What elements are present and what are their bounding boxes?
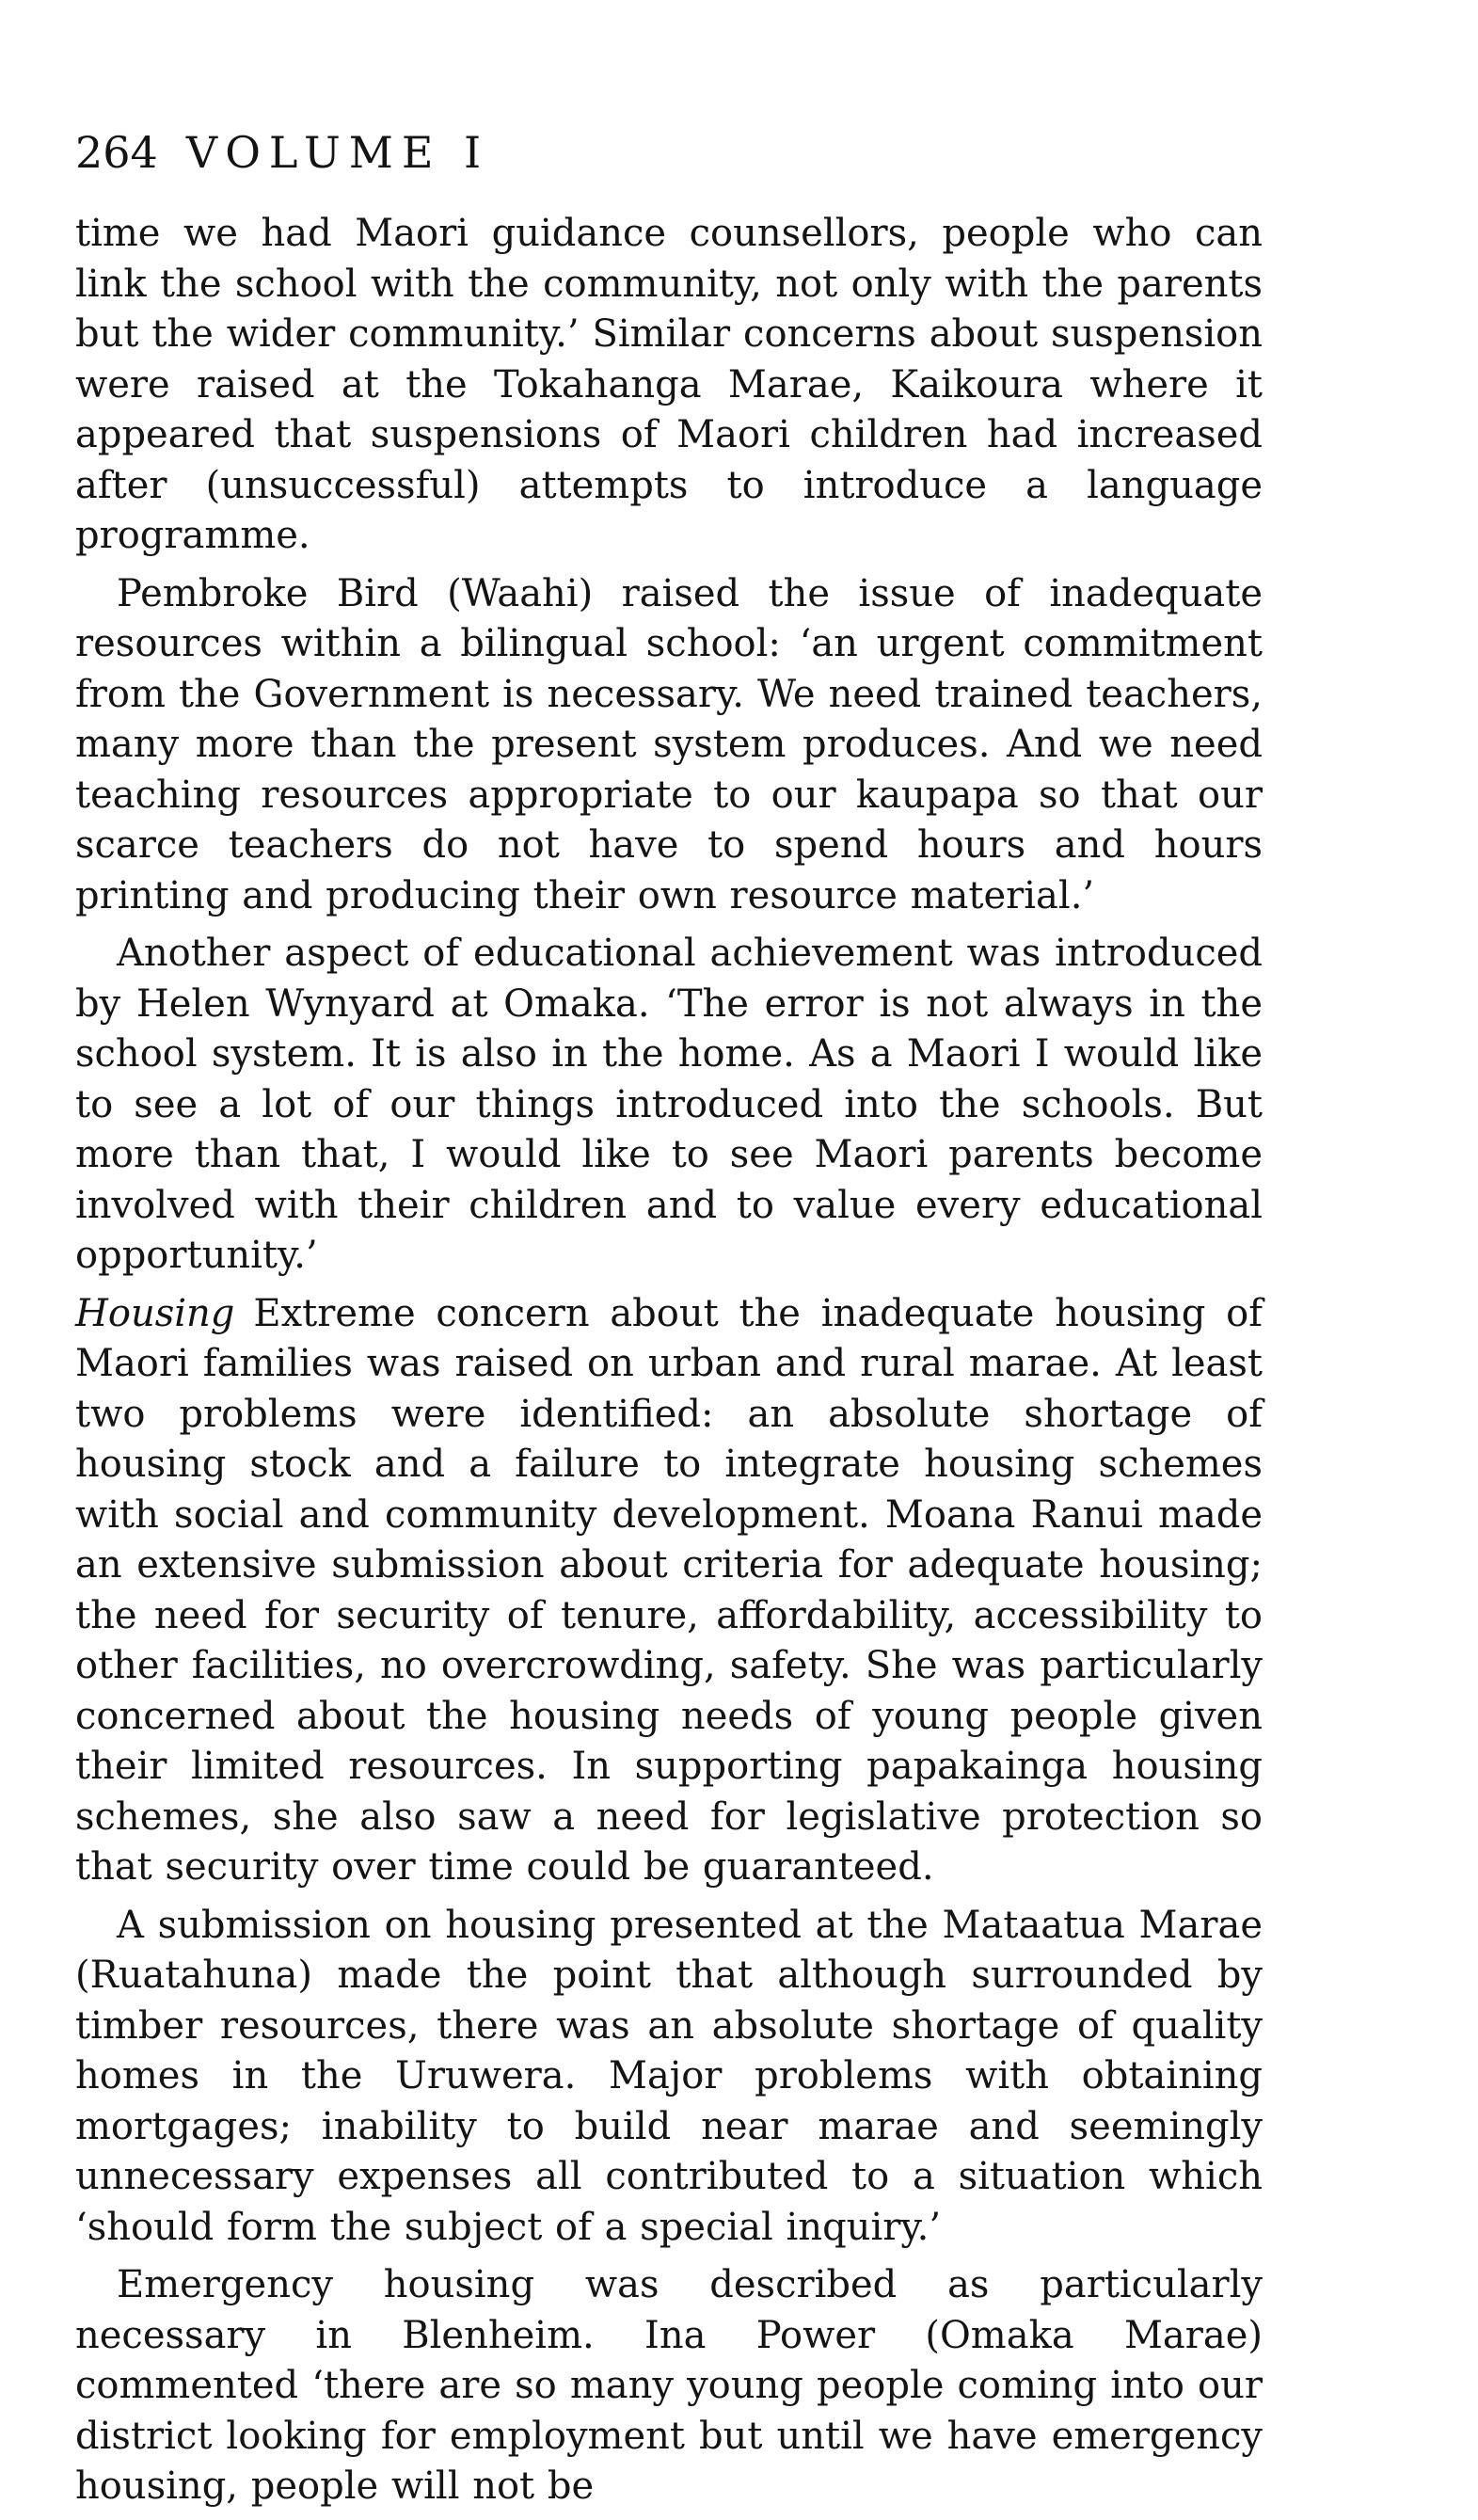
paragraph-bilingual-resources: Pembroke Bird (Waahi) raised the issue of inadequate resources within a bilingual school: ‘an urgent commitment from the Government is necessary. We need trained teachers, many more than the present system produces. And we need teaching resources appropriate to our kaupapa so that our scarce teachers do not have to spend hours and hours printing and producing their own resource material.’: [75, 571, 1263, 917]
volume-label: VOLUME I: [185, 127, 490, 178]
book-page: [75, 128, 1263, 2520]
paragraph-guidance-counsellors: time we had Maori guidance counsellors, people who can link the school with the community, not only with the parents but the wider community.’ Similar concerns about suspension were raised at the Tokahanga Marae, Kaikoura where it appeared that suspensions of Maori children had increased after (unsuccessful) attempts to introduce a language programme.: [75, 212, 1263, 557]
paragraph-mataatua-submission: A submission on housing presented at the Mataatua Marae (Ruatahuna) made the point that although surrounded by timber resources, there was an absolute shortage of quality homes in the Uruwera. Major problems with obtaining mortgages; inability to build near marae and seemingly unnecessary expenses all contributed to a situation which ‘should form the subject of a special inquiry.’: [75, 1903, 1263, 2249]
running-head: [75, 128, 1263, 177]
page-number: 264: [75, 127, 158, 178]
paragraph-emergency-housing: Emergency housing was described as particularly necessary in Blenheim. Ina Power (Omaka Marae) commented ‘there are so many young people coming into our district looking for employment but until we have emergency housing, people will not be: [75, 2263, 1263, 2508]
section-heading-housing: Housing: [75, 1291, 235, 1335]
paragraph-housing: [75, 1289, 1263, 1893]
paragraph-educational-achievement: Another aspect of educational achievement was introduced by Helen Wynyard at Omaka. ‘The error is not always in the school system. It is also in the home. As a Maori I would like to see a lot of our things introduced into the schools. But more than that, I would like to see Maori parents become involved with their children and to value every educational opportunity.’: [75, 932, 1263, 1277]
paragraph-housing-text: Extreme concern about the inadequate housing of Maori families was raised on urban and rural marae. At least two problems were identified: an absolute shortage of housing stock and a failure to integrate housing schemes with social and community development. Moana Ranui made an extensive submission about criteria for adequate housing; the need for security of tenure, affordability, accessibility to other facilities, no overcrowding, safety. She was particularly concerned about the housing needs of young people given their limited resources. In supporting papakainga housing schemes, she also saw a need for legislative protection so that security over time could be guaranteed.: [75, 1291, 1263, 1889]
